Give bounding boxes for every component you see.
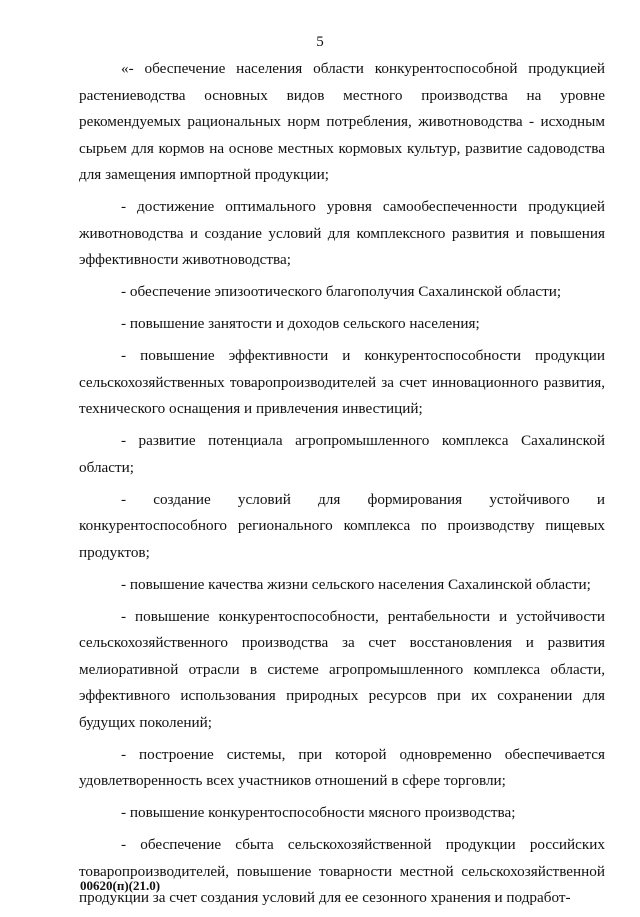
paragraph: - обеспечение эпизоотического благополучия Сахалинской области; [121,283,562,300]
paragraph: - повышение занятости и доходов сельского населения; [121,315,480,332]
paragraph: - повышение конкурентоспособности мясного производства; [121,804,516,821]
paragraph: - повышение эффективности и конкурентоспособности продукции сельскохозяйственных товаропроизводителей за счет инновационного развития, технического оснащения и привлечения инвестиций; [79,347,605,417]
paragraph: - развитие потенциала агропромышленного комплекса Сахалинской области; [79,432,605,476]
paragraph: - создание условий для формирования устойчивого и конкурентоспособного регионального комплекса по производству пищевых продуктов; [79,490,605,561]
paragraph: - достижение оптимального уровня самообеспеченности продукцией животноводства и создание условий для комплексного развития и повышения эффективности животноводства; [79,198,605,268]
document-code: 00620(п)(21.0) [80,878,161,893]
paragraph: - повышение конкурентоспособности, рентабельности и устойчивости сельскохозяйственного производства за счет восстановления и развития мелиоративной отрасли в системе агропромышленного комплекса области, эффективного использования природных ресурсов при их сохранении для будущих поколений; [79,607,605,731]
paragraph: - обеспечение сбыта сельскохозяйственной продукции российских товаропроизводителей, повышение товарности местной сельскохозяйственной продукции за счет создания условий для ее сезонного хранения и подработ- [79,836,605,906]
paragraph: - повышение качества жизни сельского населения Сахалинской области; [121,575,591,593]
page-number: 5 [316,34,324,50]
paragraph: - построение системы, при которой одновременно обеспечивается удовлетворенность всех участников отношений в сфере торговли; [79,745,605,789]
body-text [79,56,605,917]
paragraph: «- обеспечение населения области конкурентоспособной продукцией растениеводства основных видов местного производства на уровне рекомендуемых рациональных норм потребления, животноводства - исходным сырьем для кормов на основе местных кормовых культур, развитие садоводства для замещения импортной продукции; [79,60,605,183]
